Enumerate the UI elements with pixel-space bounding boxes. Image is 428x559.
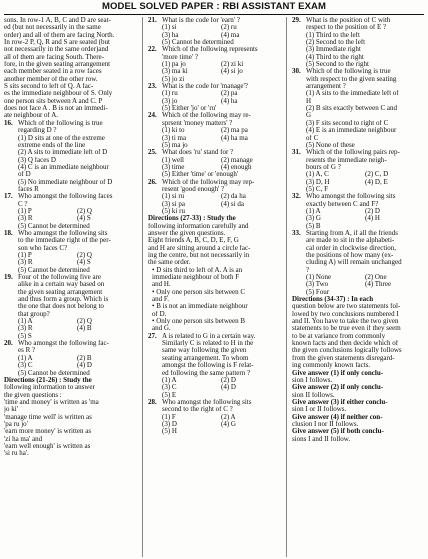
option-text: (2) ma pa bbox=[221, 127, 248, 135]
question-text: What is the code for 'earn' ? bbox=[162, 17, 240, 24]
option-row bbox=[4, 318, 136, 325]
question-number: 29. bbox=[292, 17, 301, 24]
question-number: 21. bbox=[148, 17, 157, 24]
option-row bbox=[292, 179, 424, 186]
option-row bbox=[148, 193, 280, 200]
option-text: (4) H bbox=[365, 215, 380, 223]
text-line: 'more time' ? bbox=[162, 53, 198, 61]
directions-heading: Give answer (4) if neither con- bbox=[292, 413, 383, 421]
text-line: (5) None of these bbox=[306, 141, 355, 149]
option-text: (1) well bbox=[162, 156, 184, 164]
option-row bbox=[148, 68, 280, 75]
option-text: (4) Three bbox=[365, 281, 392, 289]
text-line: (4) Third to the right bbox=[306, 53, 364, 61]
question-text: What does 'ru' stand for ? bbox=[162, 149, 234, 157]
option-text: (2) D bbox=[221, 376, 236, 384]
text-line: sprsent 'money matters' ? bbox=[162, 119, 233, 127]
bullet-line: • Only one person sits between B bbox=[152, 318, 246, 326]
option-row bbox=[148, 127, 280, 134]
text-line: same way following the given bbox=[162, 347, 247, 355]
text-line: 'earn well enough' is written as bbox=[4, 442, 91, 450]
option-text: (3) Two bbox=[306, 281, 329, 289]
question-line bbox=[148, 149, 280, 156]
question-number: 32. bbox=[292, 193, 301, 201]
option-row bbox=[148, 98, 280, 105]
question-number: 28. bbox=[148, 398, 157, 406]
question-line bbox=[292, 17, 424, 24]
text-line: es the immediate neighbour of S. Only bbox=[4, 90, 113, 98]
text-line: resent 'good enough' ? bbox=[162, 185, 225, 193]
option-row bbox=[148, 32, 280, 39]
text-line: with respect to the given seating bbox=[306, 75, 397, 83]
question-line bbox=[148, 179, 280, 186]
option-text: (2) pa bbox=[221, 90, 238, 98]
question-line bbox=[4, 193, 136, 200]
text-line: the same order. bbox=[148, 259, 191, 267]
text-line: (1) D sits at one of the extreme bbox=[18, 134, 105, 142]
text-line: the one that does not belong to bbox=[18, 303, 104, 311]
text-line: clusion I nor II follows. bbox=[292, 420, 359, 428]
text-line: sions I and II follow. bbox=[292, 435, 351, 443]
text-line: extreme ends of the line bbox=[18, 141, 86, 149]
option-text: (3) si pa bbox=[162, 200, 185, 208]
question-line bbox=[148, 83, 280, 90]
text-line: ing the centre, but not necessarily in bbox=[148, 252, 250, 259]
option-text: (2) One bbox=[365, 274, 387, 282]
bullet-line: • B is not an immediate neighbour bbox=[152, 303, 248, 311]
bullet-line: • Only one person sits between C bbox=[152, 288, 246, 296]
option-text: (4) B bbox=[77, 325, 92, 333]
option-text: (1) si bbox=[162, 24, 177, 32]
text-line: (5) Cannot be determined bbox=[18, 222, 90, 230]
text-line: another member of the other row. bbox=[4, 75, 98, 83]
option-text: (3) ti ma bbox=[162, 134, 187, 142]
text-line: 'si ru ha'. bbox=[4, 450, 29, 458]
text-line: order) and all of them are facing North. bbox=[4, 31, 115, 39]
column-2 bbox=[142, 17, 280, 557]
text-line: faces R bbox=[18, 185, 39, 193]
text-line: the given questions : bbox=[4, 391, 62, 399]
option-text: (2) manage bbox=[221, 156, 253, 164]
directions-heading: Give answer (1) if only conclu- bbox=[292, 369, 384, 377]
text-line: (5) Either 'time' or 'enough' bbox=[162, 171, 239, 179]
text-line: alike in a certain way based on bbox=[18, 281, 105, 289]
text-line: are made to sit in the alphabeti- bbox=[306, 237, 395, 245]
text-line: the given conclusions logically follows bbox=[292, 347, 402, 355]
option-text: (4) ha ma bbox=[221, 134, 248, 142]
directions-heading: Give answer (2) if only conclu- bbox=[292, 384, 384, 392]
question-number: 26. bbox=[148, 178, 157, 186]
option-text: (2) Q bbox=[77, 207, 92, 215]
text-line: cluding A) will remain unchanged bbox=[306, 259, 402, 267]
option-text: (1) pa jo bbox=[162, 61, 186, 69]
text-line: G bbox=[306, 112, 312, 120]
question-text: Which of the following represents bbox=[162, 46, 258, 54]
option-text: (4) enough bbox=[221, 163, 252, 171]
option-text: (2) da ha bbox=[221, 193, 246, 201]
option-row bbox=[4, 208, 136, 215]
question-text: Who amongst the following faces bbox=[18, 193, 113, 201]
text-line: (5) S bbox=[18, 332, 32, 340]
option-text: (1) F bbox=[162, 413, 176, 421]
option-row bbox=[148, 201, 280, 208]
option-row bbox=[148, 377, 280, 384]
option-row bbox=[292, 281, 424, 288]
text-line: exactly between C and F? bbox=[306, 200, 379, 208]
option-text: (2) zi ki bbox=[221, 61, 244, 69]
text-line: (5) Cannot be determined bbox=[18, 266, 90, 274]
question-text: What is the position of C with bbox=[306, 17, 391, 24]
columns bbox=[4, 17, 424, 557]
option-text: (3) R bbox=[18, 215, 33, 223]
option-row bbox=[4, 259, 136, 266]
option-row bbox=[148, 384, 280, 391]
text-line: 'time and money' is written as 'ma bbox=[4, 398, 99, 406]
option-text: (4) ha bbox=[221, 97, 238, 105]
bullet-line: and F. bbox=[152, 296, 169, 304]
text-line: each member seated in a row faces bbox=[4, 68, 102, 76]
text-line: the given seating arrangement bbox=[18, 288, 103, 296]
question-number: 16. bbox=[4, 119, 13, 127]
question-line bbox=[148, 333, 280, 340]
option-text: (3) R bbox=[18, 325, 33, 333]
text-line: (5) B bbox=[306, 222, 321, 230]
text-line: of C bbox=[306, 134, 319, 142]
option-row bbox=[148, 157, 280, 164]
option-text: (2) D bbox=[365, 207, 380, 215]
option-row bbox=[292, 274, 424, 281]
text-line: ? bbox=[306, 266, 310, 274]
text-line: 'manage time well' is written as bbox=[4, 413, 92, 421]
option-text: (4) D bbox=[221, 384, 236, 392]
option-text: (2) Q bbox=[77, 252, 92, 259]
option-text: (1) P bbox=[18, 207, 32, 215]
text-line: lowed by two conclusions numbered I bbox=[292, 310, 399, 318]
text-line: (5) Either 'jo' or 'ru' bbox=[162, 105, 217, 113]
question-text: Which of the following is true bbox=[18, 119, 103, 127]
question-number: 25. bbox=[148, 149, 157, 157]
question-number: 18. bbox=[4, 229, 13, 237]
page-header: MODEL SOLVED PAPER : RBI ASSISTANT EXAM bbox=[4, 0, 424, 15]
text-line: question below are two statements fol- bbox=[292, 303, 401, 311]
option-row bbox=[292, 215, 424, 222]
text-line: the positions of how many (ex- bbox=[306, 252, 394, 259]
option-row bbox=[4, 325, 136, 332]
bullet-line: of D. bbox=[152, 310, 167, 318]
option-text: (1) ki to bbox=[162, 127, 185, 135]
text-line: cal order in clockwise direction, bbox=[306, 244, 396, 252]
option-row bbox=[4, 215, 136, 222]
option-row bbox=[4, 252, 136, 259]
text-line: (5) No immediate neighbour of D bbox=[18, 178, 113, 186]
question-line bbox=[148, 399, 280, 406]
text-line: ate neighbour of A. bbox=[4, 112, 59, 120]
bullet-line: and G. bbox=[152, 325, 171, 333]
question-line bbox=[4, 120, 136, 127]
question-text: Who amongst the following sits bbox=[162, 398, 252, 406]
option-text: (4) G bbox=[221, 420, 236, 428]
option-text: (3) C bbox=[18, 362, 33, 370]
text-line: ing commonly known facts. bbox=[292, 362, 371, 370]
question-number: 19. bbox=[4, 274, 13, 282]
option-text: (4) ma bbox=[221, 31, 240, 39]
question-text: Which of the following is true bbox=[306, 68, 391, 76]
text-line: (2) A sits to immediate left of D bbox=[18, 149, 108, 157]
directions-heading: Directions (21-26) : Study the bbox=[4, 376, 92, 384]
question-text: Who amongst the following sits bbox=[306, 193, 396, 201]
option-text: (4) si da bbox=[221, 200, 244, 208]
question-line bbox=[148, 17, 280, 24]
text-line: In row-2 P, Q, R and S are seated (but bbox=[4, 39, 110, 47]
text-line: of D bbox=[18, 171, 31, 179]
text-line: sion II follows. bbox=[292, 391, 335, 399]
text-line: answer the given questions. bbox=[148, 229, 226, 237]
option-text: (4) S bbox=[77, 215, 91, 223]
question-number: 31. bbox=[292, 149, 301, 157]
option-text: (1) A bbox=[18, 318, 33, 326]
column-1 bbox=[4, 17, 136, 557]
text-line: H bbox=[306, 97, 312, 105]
option-text: (1) P bbox=[18, 252, 32, 259]
question-line bbox=[4, 274, 136, 281]
option-text: (2) A bbox=[221, 413, 236, 421]
text-line: (5) jo zi bbox=[162, 75, 185, 83]
option-row bbox=[148, 135, 280, 142]
option-row bbox=[148, 24, 280, 31]
question-number: 20. bbox=[4, 340, 13, 348]
option-row bbox=[148, 164, 280, 171]
option-text: (1) A bbox=[306, 207, 321, 215]
option-text: (1) None bbox=[306, 274, 332, 282]
option-text: (4) S bbox=[77, 259, 91, 267]
question-text: What is the code for 'manage'? bbox=[162, 83, 248, 91]
column-3 bbox=[286, 17, 424, 557]
text-line: second to the right of C ? bbox=[162, 406, 233, 414]
question-text: Which of the following pairs rep- bbox=[306, 149, 400, 157]
question-line bbox=[292, 68, 424, 75]
question-number: 22. bbox=[148, 46, 157, 54]
text-line: (3) F sits second to right of C bbox=[306, 119, 389, 127]
option-text: (3) ha bbox=[162, 31, 179, 39]
text-line: seating arrangement. To whom bbox=[162, 354, 249, 362]
text-line: (5) ki ru bbox=[162, 207, 185, 215]
text-line: and II. You have to take the two given bbox=[292, 318, 399, 326]
question-line bbox=[292, 149, 424, 156]
text-line: ed (but not necessarily in the same bbox=[4, 24, 101, 32]
text-line: Eight friends A, B, C, D, E, F, G bbox=[148, 237, 239, 245]
question-number: 23. bbox=[148, 83, 157, 91]
text-line: that group? bbox=[18, 310, 50, 318]
option-text: (1) si ru bbox=[162, 193, 185, 201]
option-text: (1) A bbox=[18, 354, 33, 362]
question-line bbox=[292, 230, 424, 237]
text-line: C ? bbox=[18, 200, 28, 208]
question-line bbox=[292, 193, 424, 200]
option-row bbox=[148, 421, 280, 428]
option-text: (3) time bbox=[162, 163, 185, 171]
option-text: (1) ru bbox=[162, 90, 178, 98]
option-row bbox=[4, 355, 136, 362]
option-text: (4) si jo bbox=[221, 68, 243, 76]
text-line: from the given statements disregard- bbox=[292, 354, 395, 362]
bullet-line: immediate neighbour of both F bbox=[152, 274, 240, 282]
question-line bbox=[4, 340, 136, 347]
option-text: (1) A bbox=[162, 376, 177, 384]
text-line: (5) Second to the right bbox=[306, 61, 369, 69]
text-line: 'earn more money' is written as bbox=[4, 428, 92, 436]
text-line: jo ki' bbox=[4, 406, 18, 414]
question-line bbox=[148, 46, 280, 53]
text-line: known facts and then decide which of bbox=[292, 340, 399, 348]
option-text: (2) C, D bbox=[365, 171, 389, 179]
option-text: (3) ma ki bbox=[162, 68, 188, 76]
text-line: statements to be true even if they seem bbox=[292, 325, 401, 333]
option-text: (2) B bbox=[77, 354, 92, 362]
text-line: (5) E bbox=[162, 391, 177, 399]
option-row bbox=[148, 61, 280, 68]
text-line: fore, in the given seating arrangement bbox=[4, 61, 111, 69]
option-text: (4) D, E bbox=[365, 178, 388, 186]
text-line: to the immediate right of the per- bbox=[18, 237, 111, 245]
text-line: resents the immediate neigh- bbox=[306, 156, 387, 164]
text-line: one person sits between A and C. P bbox=[4, 97, 103, 105]
text-line: (5) Cannot be determined bbox=[18, 369, 90, 377]
bullet-line: and H. bbox=[152, 281, 171, 289]
text-line: following information to answer bbox=[4, 384, 95, 392]
text-line: es R ? bbox=[18, 347, 36, 355]
question-line bbox=[148, 112, 280, 119]
directions-heading: Directions (34-37) : In each bbox=[292, 296, 374, 304]
text-line: son who faces C? bbox=[18, 244, 68, 252]
question-line bbox=[4, 230, 136, 237]
text-line: (3) Q faces D bbox=[18, 156, 56, 164]
text-line: (2) Second to the left bbox=[306, 39, 366, 47]
question-number: 24. bbox=[148, 112, 157, 120]
text-line: not necessarily in the same order)and bbox=[4, 46, 109, 54]
directions-heading: Directions (27-33) : Study the bbox=[148, 215, 236, 223]
bullet-line: • D sits third to left of A. A is an bbox=[152, 266, 243, 274]
option-row bbox=[292, 208, 424, 215]
text-line: (5) ma jo bbox=[162, 141, 188, 149]
question-text: Who amongst the following fac- bbox=[18, 340, 109, 348]
option-text: (4) D bbox=[77, 362, 92, 370]
directions-heading: Give answer (5) if both conclu- bbox=[292, 428, 384, 436]
question-number: 17. bbox=[4, 193, 13, 201]
text-line: 'zi ha ma' and bbox=[4, 435, 43, 443]
text-line: sion I follows. bbox=[292, 376, 333, 384]
text-line: (5) Four bbox=[306, 288, 330, 296]
text-line: S sits second to left of Q. A fac- bbox=[4, 83, 94, 91]
text-line: following information carefully and bbox=[148, 222, 249, 230]
option-row bbox=[292, 171, 424, 178]
text-line: (4) C is an immediate neighbour bbox=[18, 163, 109, 171]
text-line: bours of G ? bbox=[306, 163, 341, 171]
text-line: amongst the following is F relat- bbox=[162, 362, 254, 370]
text-line: sons. In row-1 A, B, C and D are seat- bbox=[4, 17, 111, 24]
question-text: Starting from A, if all the friends bbox=[306, 229, 398, 237]
option-text: (2) ru bbox=[221, 24, 237, 32]
text-line: (5) C, F bbox=[306, 185, 328, 193]
question-number: 33. bbox=[292, 229, 301, 237]
text-line: (1) Third to the left bbox=[306, 31, 360, 39]
option-text: (3) D, H bbox=[306, 178, 330, 186]
question-text: Which of the following may rep- bbox=[162, 178, 255, 186]
option-text: (3) D bbox=[162, 420, 177, 428]
text-line: regarding D ? bbox=[18, 127, 57, 135]
option-text: (1) A, C bbox=[306, 171, 329, 179]
text-line: sion I or II follows. bbox=[292, 406, 347, 414]
text-line: respect to the position of E ? bbox=[306, 24, 387, 32]
option-row bbox=[4, 362, 136, 369]
option-text: (3) R bbox=[18, 259, 33, 267]
text-line: does not face A . B is not an immedi- bbox=[4, 105, 108, 113]
option-row bbox=[148, 414, 280, 421]
question-text: Who amongst the following sits bbox=[18, 229, 108, 237]
text-line: and thus form a group. Which is bbox=[18, 296, 109, 304]
option-text: (3) C bbox=[162, 384, 177, 392]
text-line: (4) E is an immediate neighbour bbox=[306, 127, 397, 135]
text-line: (5) Cannot be determined bbox=[162, 39, 234, 47]
question-number: 30. bbox=[292, 68, 301, 76]
text-line: all of them are facing South. There- bbox=[4, 53, 104, 61]
question-text: Which of the following may re- bbox=[162, 112, 251, 120]
text-line: ed following the same pattern ? bbox=[162, 369, 251, 377]
text-line: and H are sitting around a circle fac- bbox=[148, 244, 251, 252]
text-line: Similarly C is related to H in the bbox=[162, 340, 254, 348]
text-line: to be at variance from commonly bbox=[292, 332, 386, 340]
text-line: (2) B sits exactly between C and bbox=[306, 105, 397, 113]
question-text: A is related to G in a certain way. bbox=[162, 332, 256, 340]
option-text: (3) G bbox=[306, 215, 321, 223]
text-line: (5) H bbox=[162, 428, 177, 436]
option-text: (3) jo bbox=[162, 97, 178, 105]
text-line: (1) A sits to the immediate left of bbox=[306, 90, 399, 98]
text-line: 'pa ru jo' bbox=[4, 420, 28, 428]
question-number: 27. bbox=[148, 332, 157, 340]
option-row bbox=[148, 90, 280, 97]
text-line: arrangement ? bbox=[306, 83, 346, 91]
option-text: (2) Q bbox=[77, 318, 92, 326]
text-line: (3) Immediate right bbox=[306, 46, 361, 54]
question-text: Four of the following five are bbox=[18, 274, 102, 282]
directions-heading: Give answer (3) if either conclu- bbox=[292, 398, 388, 406]
